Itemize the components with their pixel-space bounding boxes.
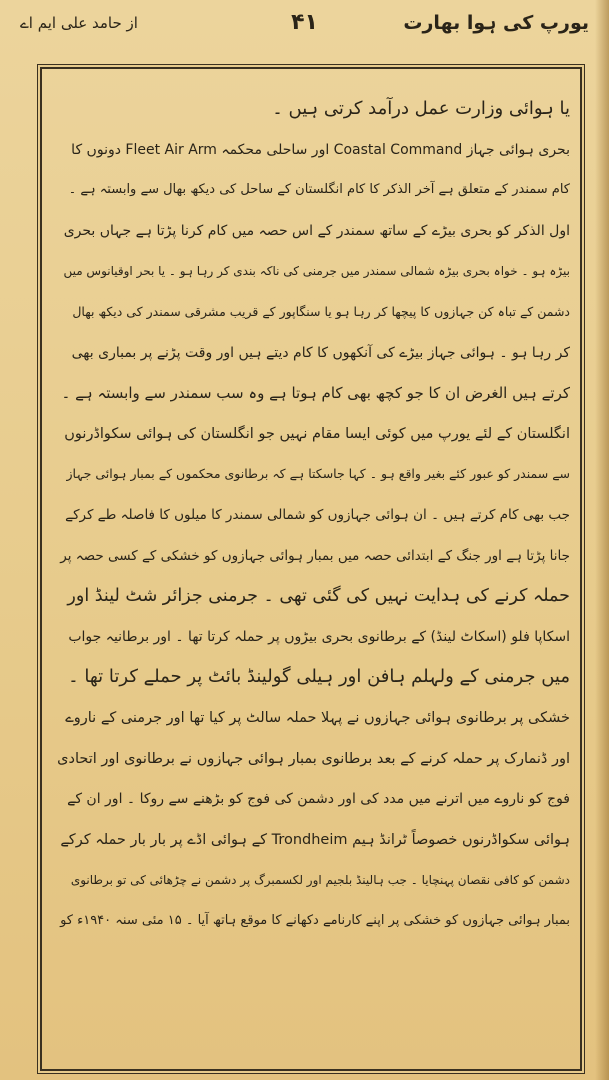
text-line: اول الذکر کو بحری بیڑے کے ساتھ سمندر کے اس حصہ میں کام کرنا پڑتا ہے جہاں بحری — [63, 222, 570, 239]
page-number: ۴۱ — [291, 10, 318, 35]
text-line: بحری ہوائی جہاز Coastal Command اور ساحلی محکمہ Fleet Air Arm دونوں کا — [71, 141, 570, 158]
running-title: یورپ کی ہوا بھارت — [403, 12, 589, 34]
text-line: اور ڈنمارک پر حملہ کرنے کے بعد برطانوی بمبار ہوائی جہازوں نے برطانوی اور اتحادی — [57, 750, 570, 767]
body-text — [56, 89, 570, 941]
page-header — [14, 8, 595, 48]
text-line: بمبار ہوائی جہازوں کو خشکی پر اپنے کارنامے دکھانے کا موقع ہاتھ آیا ۔ ۱۵ مئی سنہ ۱۹۴۰ء کو — [60, 912, 570, 928]
text-line: جب بھی کام کرتے ہیں ۔ ان ہوائی جہازوں کو شمالی سمندر کا میلوں کا فاصلہ طے کرکے — [65, 506, 570, 523]
text-line: یا ہوائی وزارت عمل درآمد کرتی ہیں ۔ — [272, 98, 570, 119]
text-line: فوج کو ناروے میں اترنے میں مدد کی اور دشمن کی فوج کو بڑھنے سے روکا ۔ اور ان کے — [67, 791, 570, 808]
text-line: خشکی پر برطانوی ہوائی جہازوں نے پہلا حملہ سالٹ پر کیا تھا اور جرمنی کے ناروے — [65, 709, 570, 726]
text-line: بیڑہ ہو ۔ خواہ بحری بیڑہ شمالی سمندر میں جرمنی کی ناکہ بندی کر رہا ہو ۔ یا بحر اوقیانوس میں — [63, 264, 570, 279]
running-author: از حامد علی ایم اے — [20, 14, 138, 32]
text-line: جانا پڑتا ہے اور جنگ کے ابتدائی حصہ میں بمبار ہوائی جہازوں کو خشکی کے کسی حصہ پر — [60, 547, 570, 564]
text-line: دشمن کے تباہ کن جہازوں کا پیچھا کر رہا ہو یا سنگاپور کے قریب مشرقی سمندر کی دیکھ بھال — [72, 303, 570, 319]
text-line: دشمن کو کافی نقصان پہنچایا ۔ جب ہالینڈ بلجیم اور لکسمبرگ پر دشمن نے چڑھائی کی تو برطانوی — [70, 873, 570, 888]
text-line: ہوائی سکواڈرنوں خصوصاً ٹرانڈ ہیم Trondheim کے ہوائی اڈے پر بار بار حملہ کرکے — [60, 831, 570, 848]
text-line: انگلستان کے لئے یورپ میں کوئی ایسا مقام نہیں جو انگلستان کی ہوائی سکواڈرنوں — [64, 425, 570, 442]
text-line: اسکاپا فلو (اسکاٹ لینڈ) کے برطانوی بحری بیڑوں پر حملہ کرتا تھا ۔ اور برطانیہ جواب — [68, 628, 570, 645]
text-line: میں جرمنی کے ولہلم ہافن اور ہیلی گولینڈ بائٹ پر حملے کرتا تھا ۔ — [68, 666, 570, 688]
text-line: حملہ کرنے کی ہدایت نہیں کی گئی تھی ۔ جرمنی جزائر شٹ لینڈ اور — [67, 586, 570, 607]
text-line: کرتے ہیں الغرض ان کا جو کچھ بھی کام ہوتا ہے وہ سب سمندر سے وابستہ ہے ۔ — [61, 384, 570, 403]
text-line: کر رہا ہو ۔ ہوائی جہاز بیڑے کی آنکھوں کا کام دیتے ہیں اور وقت پڑنے پر بمباری بھی — [71, 344, 570, 361]
text-line: کام سمندر کے متعلق ہے آخر الذکر کا کام انگلستان کے ساحل کی دیکھ بھال سے وابستہ ہے ۔ — [68, 182, 570, 198]
text-line: سے سمندر کو عبور کئے بغیر واقع ہو ۔ کہا جاسکتا ہے کہ برطانوی محکموں کے بمبار ہوائی جہاز — [66, 466, 570, 482]
text-frame — [40, 67, 582, 1071]
